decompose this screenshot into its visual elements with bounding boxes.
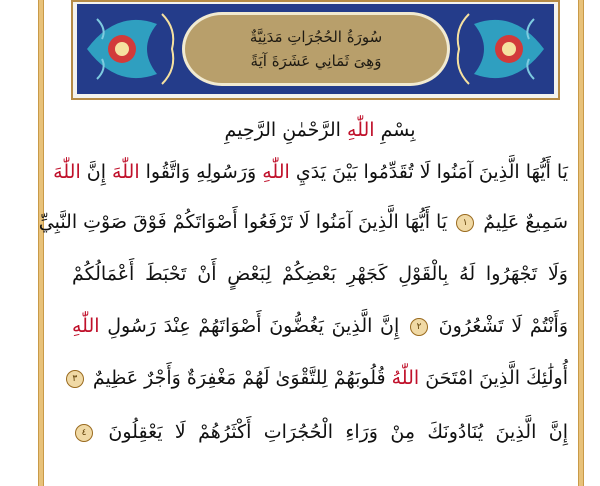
divine-name: اللّٰهَ <box>53 161 81 183</box>
verse-text: قُلُوبَهُمْ لِلتَّقْوَىٰ لَهُمْ مَغْفِرَةٌ وَأَجْرٌ عَظِيمٌ <box>92 367 386 389</box>
verse-number-marker: ٢ <box>410 318 428 336</box>
verse-text: أُولَٰئِكَ الَّذِينَ امْتَحَنَ <box>425 367 568 389</box>
floral-ornament-icon <box>77 4 197 94</box>
text-line-1 <box>53 152 568 192</box>
page-border-left <box>38 0 44 486</box>
text-line-3 <box>72 254 568 294</box>
verse-text: سَمِيعٌ عَلِيمٌ <box>483 211 568 233</box>
divine-name: اللّٰهَ <box>112 161 140 183</box>
basmala-line <box>72 110 568 150</box>
verse-text: إِنَّ الَّذِينَ يَغُضُّونَ أَصْوَاتَهُمْ عِنْدَ رَسُولِ <box>107 315 400 337</box>
text-line-4 <box>72 306 568 346</box>
surah-title-cartouche <box>182 12 450 86</box>
basmala-rest: الرَّحْمٰنِ الرَّحِيمِ <box>224 119 341 141</box>
surah-header <box>71 0 560 100</box>
verse-text: وَرَسُولِهِ وَاتَّقُوا <box>145 161 257 183</box>
verse-text: إِنَّ <box>86 161 106 183</box>
floral-ornament-icon <box>434 4 554 94</box>
divine-name: اللّٰهُ <box>391 367 420 389</box>
divine-name: اللّٰهِ <box>72 315 100 337</box>
surah-name: سُورَةُ الحُجُرَاتِ مَدَنِيَّةٌ <box>249 28 383 46</box>
verse-number-marker: ١ <box>456 214 474 232</box>
page-border-right <box>578 0 584 486</box>
text-line-5 <box>72 358 568 398</box>
basmala-bism: بِسْمِ <box>380 119 416 141</box>
divine-name: اللّٰهِ <box>347 119 375 141</box>
divine-name: اللّٰهِ <box>262 161 290 183</box>
verse-text: وَلَا تَجْهَرُوا لَهُ بِالْقَوْلِ كَجَهْرِ بَعْضِكُمْ لِبَعْضٍ أَنْ تَحْبَطَ أَعْمَالُكُمْ <box>72 263 568 285</box>
text-line-6 <box>72 412 568 452</box>
verse-count: وَهِىَ ثَمَانِي عَشَرَةَ آيَةً <box>250 52 382 70</box>
verse-number-marker: ٤ <box>75 424 93 442</box>
verse-number-marker: ٣ <box>66 370 84 388</box>
verse-text: وَأَنْتُمْ لَا تَشْعُرُونَ <box>438 315 568 337</box>
mushaf-page <box>38 0 584 486</box>
surah-banner <box>77 4 554 94</box>
text-line-2 <box>38 202 568 242</box>
verse-text: يَا أَيُّهَا الَّذِينَ آمَنُوا لَا تَرْفَعُوا أَصْوَاتَكُمْ فَوْقَ صَوْتِ النَّبِيِّ <box>38 211 448 233</box>
verse-text: إِنَّ الَّذِينَ يُنَادُونَكَ مِنْ وَرَاءِ الْحُجُرَاتِ أَكْثَرُهُمْ لَا يَعْقِلُونَ <box>108 421 568 443</box>
verse-text: يَا أَيُّهَا الَّذِينَ آمَنُوا لَا تُقَدِّمُوا بَيْنَ يَدَيِ <box>295 161 568 183</box>
